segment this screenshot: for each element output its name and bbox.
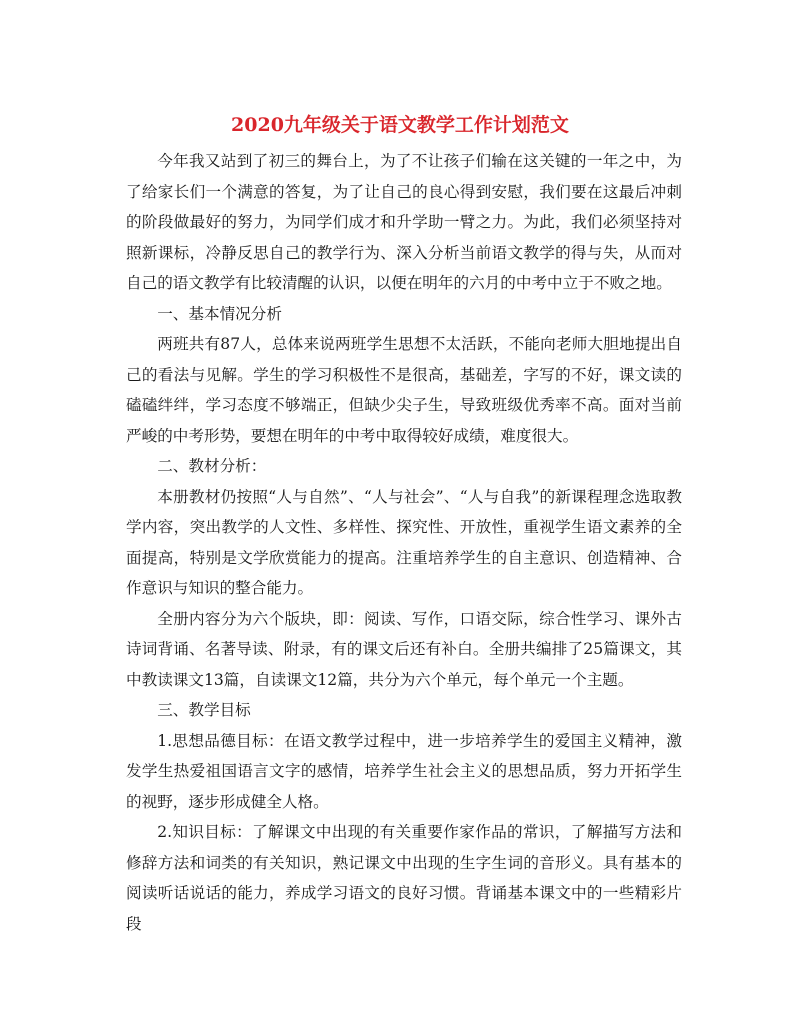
paragraph-knowledge-goal: 2.知识目标：了解课文中出现的有关重要作家作品的常识，了解描写方法和修辞方法和词类的有关知识，熟记课文中出现的生字生词的音形义。具有基本的阅读听话说话的能力，养成学习语文的良好习惯。背诵基本课文中的一些精彩片段: [126, 823, 682, 933]
paragraph-student-situation: 两班共有87人，总体来说两班学生思想不太活跃，不能向老师大胆地提出自己的看法与见解。学生的学习积极性不是很高，基础差，字写的不好，课文读的磕磕绊绊，学习态度不够端正，但缺少尖子生，导致班级优秀率不高。面对当前严峻的中考形势，要想在明年的中考中取得较好成绩，难度很大。: [126, 335, 682, 445]
document-title: 2020九年级关于语文教学工作计划范文: [231, 114, 569, 136]
paragraph-textbook-concept: 本册教材仍按照“人与自然”、“人与社会”、“人与自我”的新课程理念选取教学内容，突出教学的人文性、多样性、探究性、开放性，重视学生语文素养的全面提高，特别是文学欣赏能力的提高。注重培养学生的自主意识、创造精神、合作意识与知识的整合能力。: [126, 487, 682, 597]
paragraph-moral-goal: 1.思想品德目标：在语文教学过程中，进一步培养学生的爱国主义精神，激发学生热爱祖国语言文字的感情，培养学生社会主义的思想品质，努力开拓学生的视野，逐步形成健全人格。: [126, 731, 682, 811]
paragraph-textbook-content: 全册内容分为六个版块，即：阅读、写作，口语交际，综合性学习、课外古诗词背诵、名著导读、附录，有的课文后还有补白。全册共编排了25篇课文，其中教读课文13篇，自读课文12篇，共分为六个单元，每个单元一个主题。: [126, 609, 682, 689]
section-heading-textbook-analysis: 二、教材分析：: [157, 457, 267, 475]
section-heading-basic-situation: 一、基本情况分析: [157, 304, 282, 323]
paragraph-intro: 今年我又站到了初三的舞台上，为了不让孩子们输在这关键的一年之中，为了给家长们一个满意的答复，为了让自己的良心得到安慰，我们要在这最后冲刺的阶段做最好的努力，为同学们成才和升学助一臂之力。为此，我们必须坚持对照新课标，冷静反思自己的教学行为、深入分析当前语文教学的得与失，从而对自己的语文教学有比较清醒的认识，以便在明年的六月的中考中立于不败之地。: [126, 152, 682, 292]
document-body: [126, 146, 682, 939]
section-heading-teaching-goals: 三、教学目标: [157, 701, 251, 719]
